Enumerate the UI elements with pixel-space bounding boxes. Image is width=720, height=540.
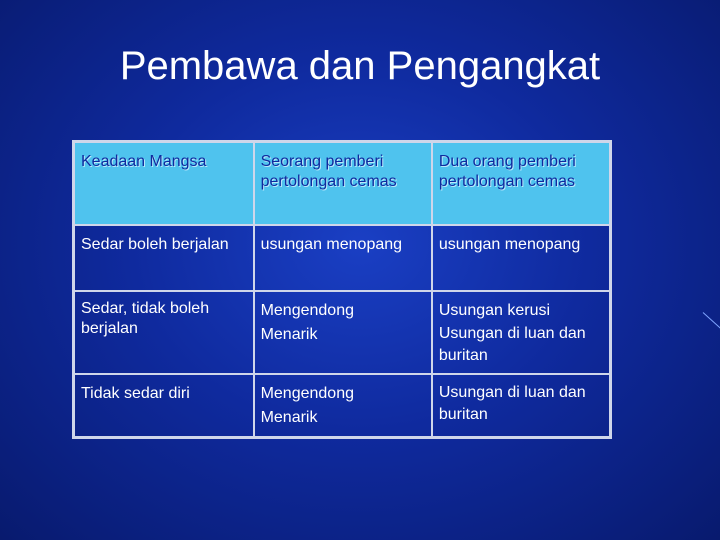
condition-cell: Tidak sedar diri (74, 374, 254, 437)
header-cell-condition: Keadaan Mangsa (74, 142, 254, 225)
two-rescuers-cell (432, 291, 610, 374)
one-rescuer-cell (254, 225, 432, 291)
table-row (74, 374, 610, 437)
table-row (74, 291, 610, 374)
method-item: Mengendong (260, 302, 354, 319)
method-item: usungan menopang (438, 236, 581, 253)
method-item: Menarik (260, 409, 318, 426)
method-item: Mengendong (260, 385, 354, 402)
condition-cell: Sedar, tidak boleh berjalan (74, 291, 254, 374)
header-cell-two-rescuers: Dua orang pemberi pertolongan cemas (432, 142, 610, 225)
header-cell-one-rescuer: Seorang pemberi pertolongan cemas (254, 142, 432, 225)
one-rescuer-cell (254, 291, 432, 374)
rescue-methods-table (72, 140, 612, 439)
two-rescuers-cell (432, 225, 610, 291)
decorative-line (703, 312, 720, 331)
two-rescuers-cell (432, 374, 610, 437)
table-header-row (74, 142, 610, 225)
one-rescuer-cell (254, 374, 432, 437)
method-item: Menarik (260, 326, 318, 343)
slide-title: Pembawa dan Pengangkat (119, 44, 601, 88)
condition-cell: Sedar boleh berjalan (74, 225, 254, 291)
method-item: Usungan di luan dan buritan (438, 325, 586, 364)
method-item: Usungan kerusi (438, 302, 551, 319)
table-row (74, 225, 610, 291)
method-item: Usungan di luan dan buritan (438, 384, 586, 423)
method-item: usungan menopang (260, 236, 403, 253)
